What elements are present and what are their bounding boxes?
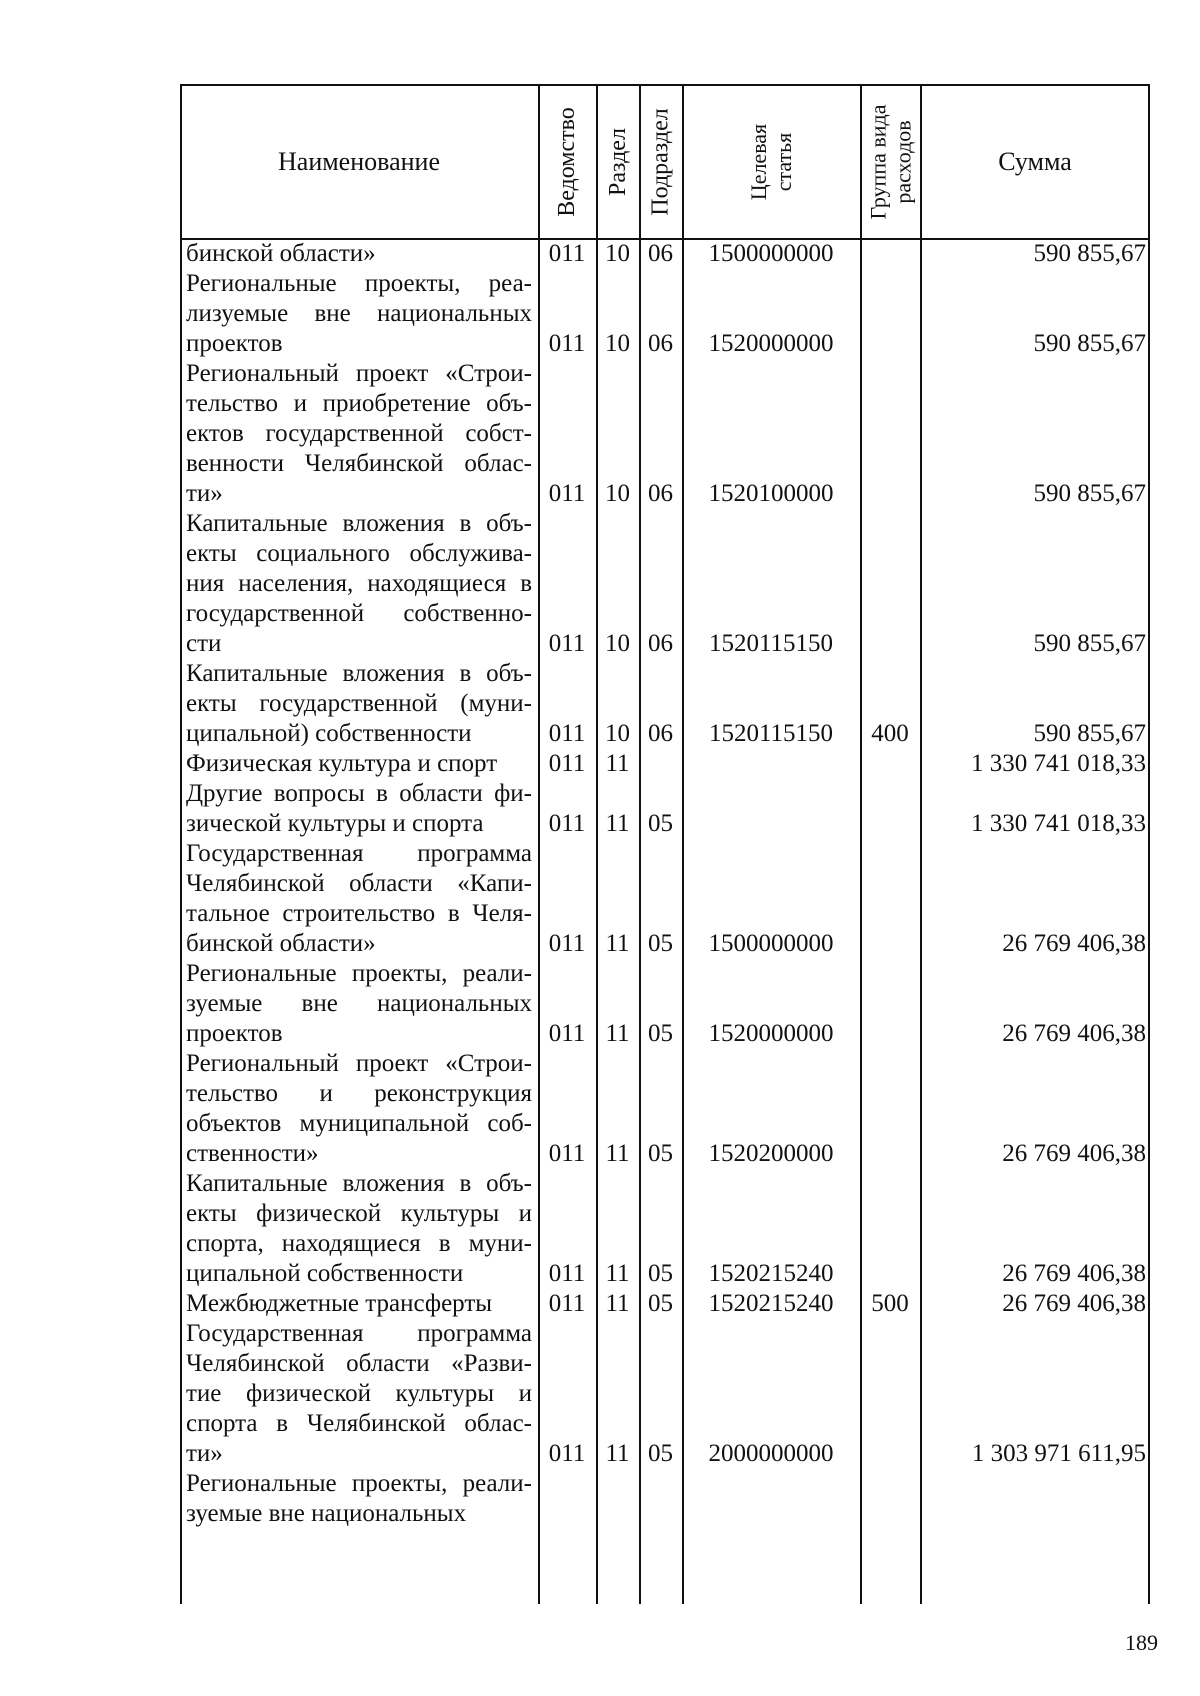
cell-cel: 1520115150: [708, 720, 834, 747]
cell-grp: [860, 1139, 920, 1169]
table-row: [180, 269, 1150, 359]
row-name: [186, 509, 532, 659]
row-name: [186, 749, 532, 779]
row-name-line: Межбюджетные трансферты: [186, 1290, 493, 1317]
cell-cel: 1520115150: [708, 630, 834, 657]
row-name: [186, 269, 532, 359]
cell-cel: 1520215240: [708, 1260, 834, 1287]
cell-raz: 10: [605, 480, 630, 507]
header-name: Наименование: [278, 146, 440, 176]
table-row: [180, 1469, 1150, 1529]
row-name-line: проектов: [186, 1020, 283, 1047]
cell-ved: 011: [548, 1260, 586, 1287]
row-name-line: тельство и реконструкция: [186, 1080, 532, 1107]
cell-pod: [639, 749, 682, 779]
cell-raz: 11: [605, 930, 630, 957]
cell-grp: [860, 1019, 920, 1049]
row-name-line: Региональные проекты, реали-: [186, 960, 532, 987]
cell-ved: 011: [548, 480, 586, 507]
cell-sum: 590 855,67: [1033, 630, 1146, 657]
row-name-line: Челябинской области «Капи-: [186, 870, 532, 897]
cell-cel: 1520215240: [708, 1290, 834, 1317]
row-name-line: Физическая культура и спорт: [186, 750, 498, 777]
cell-sum: 590 855,67: [1033, 240, 1146, 267]
row-name-line: екты социального обслужива-: [186, 540, 532, 567]
cell-grp: [860, 749, 920, 779]
row-name-line: бинской области»: [186, 240, 376, 267]
row-name-line: зуемые вне национальных: [186, 1500, 467, 1527]
row-name-line: Региональные проекты, реа-: [186, 270, 532, 297]
cell-pod: 05: [648, 1260, 673, 1287]
table-row: [180, 1319, 1150, 1469]
row-name-line: ственности»: [186, 1140, 319, 1167]
cell-raz: 11: [605, 810, 630, 837]
page-number: 189: [1125, 1630, 1158, 1655]
cell-grp: [860, 239, 920, 269]
table-row: [180, 1049, 1150, 1169]
cell-ved: [538, 1499, 596, 1529]
cell-raz: 10: [605, 720, 630, 747]
cell-cel: [682, 809, 860, 839]
table-row: [180, 239, 1150, 269]
row-name: [186, 359, 532, 509]
cell-sum: [920, 1499, 1146, 1529]
cell-ved: 011: [548, 810, 586, 837]
row-name-line: Региональный проект «Строи-: [186, 1050, 532, 1077]
cell-raz: 11: [605, 1290, 630, 1317]
row-name-line: сти: [186, 630, 222, 657]
row-name: [186, 659, 532, 749]
row-name-line: Капитальные вложения в объ-: [186, 660, 532, 687]
cell-pod: 05: [648, 1140, 673, 1167]
cell-ved: 011: [548, 750, 586, 777]
cell-sum: 26 769 406,38: [1002, 930, 1146, 957]
cell-cel: 2000000000: [708, 1440, 834, 1467]
row-name-line: Челябинской области «Разви-: [186, 1350, 532, 1377]
cell-cel: [682, 1499, 860, 1529]
table-row: [180, 749, 1150, 779]
cell-pod: 05: [648, 1020, 673, 1047]
row-name-line: Региональные проекты, реали-: [186, 1470, 532, 1497]
row-name: [186, 1049, 532, 1169]
cell-raz: 11: [605, 1440, 630, 1467]
cell-ved: 011: [548, 240, 586, 267]
cell-pod: 06: [648, 720, 673, 747]
row-name-line: ти»: [186, 480, 223, 507]
table-row: [180, 509, 1150, 659]
budget-table: [180, 84, 1150, 1604]
cell-sum: 26 769 406,38: [1002, 1140, 1146, 1167]
cell-cel: 1520000000: [708, 330, 834, 357]
row-name: [186, 839, 532, 959]
cell-sum: 26 769 406,38: [1002, 1290, 1146, 1317]
cell-ved: 011: [548, 930, 586, 957]
row-name-line: венности Челябинской облас-: [186, 450, 532, 477]
row-name-line: ципальной собственности: [186, 1260, 464, 1287]
cell-raz: 11: [605, 1260, 630, 1287]
cell-pod: 05: [648, 930, 673, 957]
header-gruppa-vida-rashodov: Группа вида расходов: [865, 104, 916, 219]
header-summa: Сумма: [998, 146, 1072, 176]
header-razdel: Раздел: [604, 127, 631, 196]
row-name-line: Капитальные вложения в объ-: [186, 1170, 532, 1197]
row-name-line: объектов муниципальной соб-: [186, 1110, 532, 1137]
header-vedomstvo: Ведомство: [554, 106, 580, 217]
table-row: [180, 959, 1150, 1049]
cell-cel: [682, 749, 860, 779]
cell-raz: 10: [605, 630, 630, 657]
cell-sum: 26 769 406,38: [1002, 1020, 1146, 1047]
cell-cel: 1520100000: [708, 480, 834, 507]
cell-grp: [860, 1439, 920, 1469]
cell-ved: 011: [548, 330, 586, 357]
cell-grp: [860, 479, 920, 509]
row-name: [186, 1469, 532, 1529]
table-row: [180, 1289, 1150, 1319]
cell-sum: 1 330 741 018,33: [971, 810, 1146, 837]
cell-cel: 1500000000: [708, 240, 834, 267]
cell-ved: 011: [548, 1440, 586, 1467]
cell-grp: 500: [871, 1290, 909, 1317]
row-name: [186, 1169, 532, 1289]
table-row: [180, 839, 1150, 959]
cell-sum: 1 303 971 611,95: [971, 1440, 1146, 1467]
cell-sum: 26 769 406,38: [1002, 1260, 1146, 1287]
row-name-line: екты физической культуры и: [186, 1200, 532, 1227]
row-name-line: ния населения, находящиеся в: [186, 570, 532, 597]
row-name-line: лизуемые вне национальных: [186, 300, 532, 327]
cell-grp: [860, 629, 920, 659]
table-row: [180, 779, 1150, 839]
row-name-line: спорта, находящиеся в муни-: [186, 1230, 532, 1257]
cell-grp: [860, 929, 920, 959]
table-row: [180, 359, 1150, 509]
row-name-line: спорта в Челябинской облас-: [186, 1410, 532, 1437]
cell-ved: 011: [548, 630, 586, 657]
header-podrazdel: Подраздел: [647, 107, 674, 216]
row-name-line: Государственная программа: [186, 840, 532, 867]
cell-cel: 1520200000: [708, 1140, 834, 1167]
cell-pod: 05: [648, 810, 673, 837]
row-name-line: проектов: [186, 330, 283, 357]
row-name-line: тие физической культуры и: [186, 1380, 532, 1407]
row-name: [186, 1319, 532, 1469]
row-name-line: Другие вопросы в области фи-: [186, 780, 532, 807]
cell-raz: 10: [605, 330, 630, 357]
row-name: [186, 959, 532, 1049]
table-row: [180, 659, 1150, 749]
row-name-line: зуемые вне национальных: [186, 990, 532, 1017]
cell-pod: 06: [648, 480, 673, 507]
cell-raz: [596, 1499, 639, 1529]
cell-ved: 011: [548, 1290, 586, 1317]
row-name-line: тальное строительство в Челя-: [186, 900, 532, 927]
row-name-line: ти»: [186, 1440, 223, 1467]
row-name: [186, 239, 532, 269]
cell-pod: 06: [648, 330, 673, 357]
cell-raz: 10: [605, 240, 630, 267]
row-name: [186, 1289, 532, 1319]
row-name-line: бинской области»: [186, 930, 376, 957]
cell-pod: 06: [648, 630, 673, 657]
header-celevaya-statya: Целевая статья: [745, 123, 796, 200]
cell-pod: 05: [648, 1290, 673, 1317]
row-name-line: ципальной) собственности: [186, 720, 472, 747]
cell-sum: 1 330 741 018,33: [971, 750, 1146, 777]
row-name-line: государственной собственно-: [186, 600, 532, 627]
cell-grp: [860, 329, 920, 359]
cell-cel: 1520000000: [708, 1020, 834, 1047]
cell-grp: 400: [871, 720, 909, 747]
cell-sum: 590 855,67: [1033, 480, 1146, 507]
cell-raz: 11: [605, 750, 630, 777]
cell-ved: 011: [548, 720, 586, 747]
cell-sum: 590 855,67: [1033, 330, 1146, 357]
row-name-line: Капитальные вложения в объ-: [186, 510, 532, 537]
cell-pod: 06: [648, 240, 673, 267]
cell-ved: 011: [548, 1020, 586, 1047]
row-name-line: тельство и приобретение объ-: [186, 390, 532, 417]
row-name-line: Региональный проект «Строи-: [186, 360, 532, 387]
row-name-line: Государственная программа: [186, 1320, 532, 1347]
cell-raz: 11: [605, 1020, 630, 1047]
row-name-line: ектов государственной собст-: [186, 420, 532, 447]
cell-pod: 05: [648, 1440, 673, 1467]
cell-grp: [860, 1259, 920, 1289]
cell-raz: 11: [605, 1140, 630, 1167]
row-name-line: екты государственной (муни-: [186, 690, 532, 717]
row-name-line: зической культуры и спорта: [186, 810, 484, 837]
cell-ved: 011: [548, 1140, 586, 1167]
table-row: [180, 1169, 1150, 1289]
cell-pod: [639, 1499, 682, 1529]
cell-sum: 590 855,67: [1033, 720, 1146, 747]
row-name: [186, 779, 532, 839]
cell-cel: 1500000000: [708, 930, 834, 957]
cell-grp: [860, 809, 920, 839]
cell-grp: [860, 1499, 920, 1529]
